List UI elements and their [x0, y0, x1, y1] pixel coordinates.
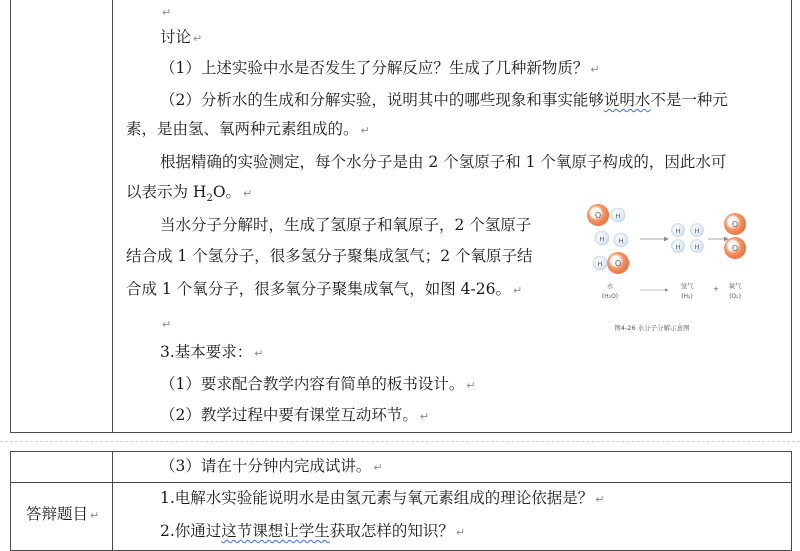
svg-text:O: O — [614, 259, 622, 268]
requirement-3: （3）请在十分钟内完成试讲。 ↵ — [160, 457, 383, 475]
hydrogen-label: 氢气 — [680, 282, 694, 290]
decomposition-paragraph-line-2: 结合成 1 个氢分子，很多氢分子聚集成氢气；2 个氧原子结 — [126, 247, 533, 265]
table-row-divider — [11, 482, 791, 483]
oxygen-label: 氧气 — [728, 282, 742, 290]
defense-questions-label: 答辩题目 ↵ — [26, 505, 100, 523]
water-formula-label: (H₂O) — [601, 293, 619, 300]
svg-text:H: H — [694, 243, 700, 251]
water-label: 水 — [606, 282, 614, 290]
svg-text:H: H — [694, 227, 700, 235]
svg-text:H: H — [675, 243, 681, 251]
table-column-divider — [112, 0, 113, 432]
svg-text:O: O — [594, 211, 602, 220]
page-break-separator — [0, 441, 800, 442]
decomposition-paragraph-line-3: 合成 1 个氧分子，很多氧分子聚集成氧气，如图 4-26。 ↵ — [126, 280, 523, 298]
figure-caption: 图4-26 水分子分解示意图 — [614, 324, 690, 332]
requirements-heading: 3.基本要求： ↵ — [160, 343, 264, 361]
svg-text:H: H — [599, 235, 605, 243]
decomposition-paragraph-line-1: 当水分子分解时，生成了氢原子和氧原子，2 个氢原子 — [160, 216, 532, 234]
svg-text:H: H — [675, 227, 681, 235]
discussion-heading: 讨论 ↵ — [160, 28, 203, 46]
oxygen-molecule-icon — [724, 213, 746, 259]
svg-text:O: O — [731, 220, 739, 229]
requirement-2: （2）教学过程中要有课堂互动环节。 ↵ — [160, 406, 430, 424]
requirement-1: （1）要求配合教学内容有简单的板书设计。 ↵ — [160, 375, 476, 393]
plus-sign: + — [713, 285, 719, 293]
oxygen-formula-label: (O₂) — [729, 293, 741, 300]
defense-question-1: 1.电解水实验能说明水是由氢元素与氧元素组成的理论依据是？ ↵ — [160, 489, 605, 507]
hydrogen-molecule-icon — [691, 224, 704, 253]
molecule-paragraph-line-1: 根据精确的实验测定，每个水分子是由 2 个氢原子和 1 个氧原子构成的，因此水可 — [160, 153, 727, 171]
question-1: （1）上述实验中水是否发生了分解反应？生成了几种新物质？ ↵ — [160, 59, 600, 77]
molecule-paragraph-line-2: 以表示为 $H_2O$。 ↵ — [126, 183, 253, 205]
paragraph-mark: ↵ — [162, 318, 172, 331]
table-column-divider — [112, 452, 113, 550]
paragraph-mark: ↵ — [162, 6, 172, 19]
question-2-line-2: 素，是由氢、氧两种元素组成的。 ↵ — [126, 120, 370, 138]
hydrogen-formula-label: (H₂) — [681, 293, 693, 300]
defense-question-2: 2.你通过这节课想让学生获取怎样的知识？ ↵ — [160, 522, 466, 540]
svg-text:O: O — [731, 244, 739, 253]
hydrogen-molecule-icon — [672, 224, 685, 253]
svg-text:H: H — [597, 260, 603, 268]
question-2-line-1: （2）分析水的生成和分解实验，说明其中的哪些现象和事实能够说明水不是一种元 — [160, 91, 728, 109]
water-decomposition-figure — [582, 196, 782, 338]
svg-text:H: H — [615, 212, 621, 220]
svg-text:H: H — [618, 237, 624, 245]
